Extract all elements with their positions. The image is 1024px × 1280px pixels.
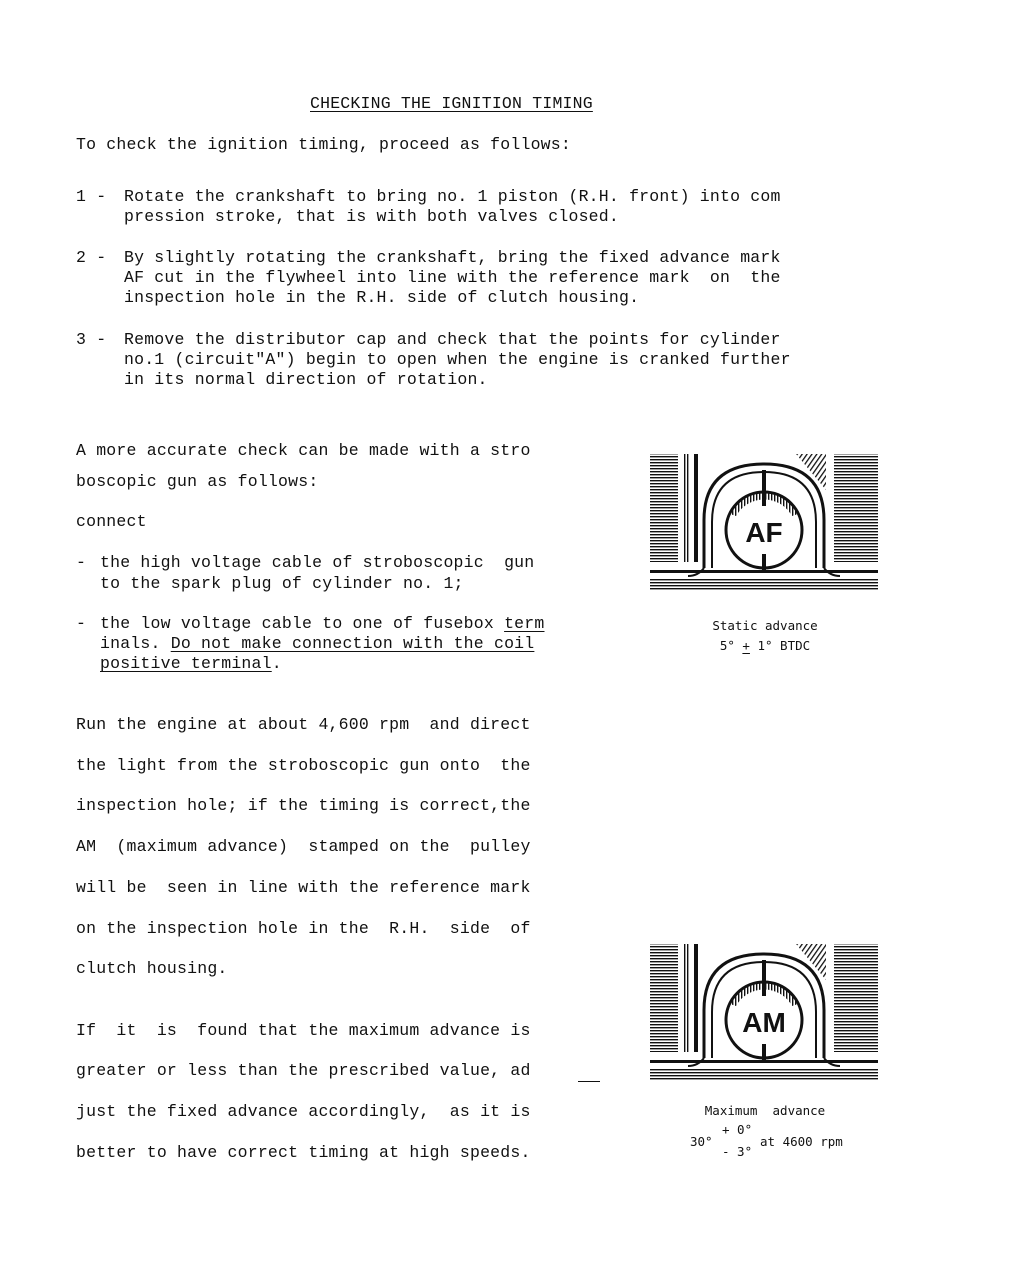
bullet-line: to the spark plug of cylinder no. 1; bbox=[100, 574, 464, 593]
bullet-line: positive terminal. bbox=[100, 654, 282, 673]
page-title: CHECKING THE IGNITION TIMING bbox=[310, 94, 593, 113]
bullet-line: the low voltage cable to one of fusebox term bbox=[100, 614, 545, 633]
bullet-dash: - bbox=[76, 553, 87, 572]
step-number: 1 - bbox=[76, 187, 107, 206]
step-line: inspection hole in the R.H. side of clutch housing. bbox=[124, 288, 640, 307]
step-number: 3 - bbox=[76, 330, 107, 349]
body-line: will be seen in line with the reference mark bbox=[76, 878, 531, 897]
step-line: AF cut in the flywheel into line with the reference mark on the bbox=[124, 268, 781, 287]
body-line: inspection hole; if the timing is correct,the bbox=[76, 796, 531, 815]
body-line: just the fixed advance accordingly, as it is bbox=[76, 1102, 531, 1121]
figure-caption-base: 30° bbox=[690, 1134, 713, 1149]
pulley-am-figure bbox=[648, 940, 880, 1088]
af-mark-label: AF bbox=[745, 517, 783, 548]
step-line: By slightly rotating the crankshaft, bring the fixed advance mark bbox=[124, 248, 781, 267]
figure-caption: 5° + 1° BTDC bbox=[719, 638, 811, 653]
bullet-line: the high voltage cable of stroboscopic gun bbox=[100, 553, 535, 572]
am-mark-label: AM bbox=[742, 1007, 786, 1038]
figure-caption-plus: + 0° bbox=[722, 1122, 753, 1137]
body-line: greater or less than the prescribed value, ad bbox=[76, 1061, 531, 1080]
ad-underline bbox=[578, 1081, 600, 1082]
bullet-dash: - bbox=[76, 614, 87, 633]
body-line: the light from the stroboscopic gun onto the bbox=[76, 756, 531, 775]
figure-caption: Static advance bbox=[712, 618, 818, 633]
strobe-text: A more accurate check can be made with a stro bbox=[76, 441, 531, 460]
connect-label: connect bbox=[76, 512, 147, 531]
body-line: better to have correct timing at high speeds. bbox=[76, 1143, 531, 1162]
flywheel-af-figure bbox=[648, 450, 880, 598]
figure-caption: Maximum advance bbox=[704, 1103, 826, 1118]
body-line: AM (maximum advance) stamped on the pulley bbox=[76, 837, 531, 856]
body-line: Run the engine at about 4,600 rpm and direct bbox=[76, 715, 531, 734]
step-line: no.1 (circuit"A") begin to open when the engine is cranked further bbox=[124, 350, 791, 369]
intro-text: To check the ignition timing, proceed as follows: bbox=[76, 135, 571, 154]
step-line: Remove the distributor cap and check that the points for cylinder bbox=[124, 330, 781, 349]
step-line: Rotate the crankshaft to bring no. 1 piston (R.H. front) into com bbox=[124, 187, 781, 206]
body-line: clutch housing. bbox=[76, 959, 228, 978]
step-number: 2 - bbox=[76, 248, 107, 267]
figure-caption-rpm: at 4600 rpm bbox=[760, 1134, 843, 1149]
body-line: on the inspection hole in the R.H. side of bbox=[76, 919, 531, 938]
figure-caption-minus: - 3° bbox=[722, 1144, 753, 1159]
bullet-line: inals. Do not make connection with the coil bbox=[100, 634, 535, 653]
body-line: If it is found that the maximum advance is bbox=[76, 1021, 531, 1040]
strobe-text: boscopic gun as follows: bbox=[76, 472, 319, 491]
step-line: in its normal direction of rotation. bbox=[124, 370, 488, 389]
step-line: pression stroke, that is with both valves closed. bbox=[124, 207, 619, 226]
